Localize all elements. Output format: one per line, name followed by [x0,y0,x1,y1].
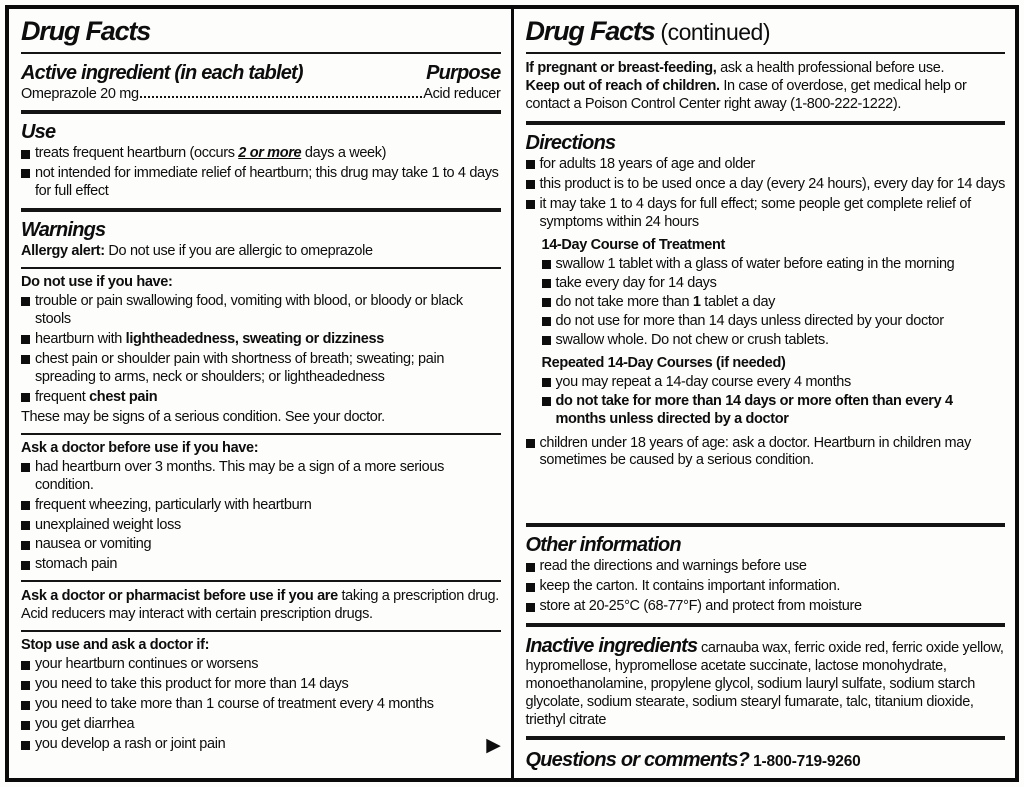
questions-heading: Questions or comments? [525,749,750,771]
inactive-ingredients-heading: Inactive ingredients [525,635,698,658]
ask-bullet-3: unexplained weight loss [35,516,181,533]
list-item [21,389,501,407]
divider [21,52,501,54]
divider [526,736,1006,740]
stop-bullet-4: you get diarrhea [35,716,135,733]
ask-bullet-5: stomach pain [35,556,118,573]
list-item [21,517,501,535]
bullet-icon [21,701,30,710]
list-item [21,696,501,714]
other-bullet-1: read the directions and warnings before use [539,558,807,575]
bullet-icon [21,561,30,570]
bullet-icon [21,463,30,472]
directions-bullet-1: for adults 18 years of age and older [539,155,756,172]
divider [21,267,501,269]
directions-bullet-3: it may take 1 to 4 days for full effect; some people get complete relief of symptoms within 24 hours [539,195,971,230]
bullet-icon [542,336,551,345]
other-bullet-3: store at 20-25°C (68-77°F) and protect from moisture [539,598,862,615]
active-ingredient-header [21,61,501,85]
list-item [526,196,1006,232]
list-item [21,145,501,163]
divider [21,630,501,632]
list-item [21,556,501,574]
left-column [9,9,511,778]
list-item [21,351,501,387]
course-bullet-5: swallow whole. Do not chew or crush tablets. [555,331,829,348]
dnu-bullet-2: heartburn with lightheadedness, sweating or dizziness [35,330,384,347]
bullet-icon [542,317,551,326]
divider [526,121,1006,125]
ask-bullet-1: had heartburn over 3 months. This may be a sign of a more serious condition. [35,458,444,493]
ask-doctor-heading: Ask a doctor before use if you have: [21,439,259,456]
bullet-icon [21,521,30,530]
ask-bullet-2: frequent wheezing, particularly with heartburn [35,496,312,513]
list-item [526,598,1006,616]
use-bullet-1: treats frequent heartburn (occurs 2 or more days a week) [35,145,387,162]
bullet-icon [526,583,535,592]
directions-heading: Directions [525,131,616,154]
bullet-icon [542,260,551,269]
active-ingredient-heading: Active ingredient (in each tablet) [21,62,303,85]
inactive-ingredients-list: carnauba wax, ferric oxide red, ferric oxide yellow, hypromellose, hypromellose acetate succinate, lactose monohydrate, monoethanolamine, propylene glycol, sodium lauryl sulfate, sodium starch glycolate, sodium stearate, sodium stearyl fumarate, talc, titanium dioxide, triethyl citrate [525,640,1004,729]
divider [21,208,501,212]
bullet-icon [542,378,551,387]
list-item [21,459,501,495]
list-item [21,331,501,349]
purpose-heading: Purpose [426,62,501,85]
list-item [542,294,1006,312]
divider [526,52,1006,54]
course-of-treatment-block [542,237,1006,430]
inactive-ingredients [526,634,1006,730]
dnu-bullet-1: trouble or pain swallowing food, vomiting with blood, or bloody or black stools [35,292,463,327]
bullet-icon [526,180,535,189]
stop-bullet-2: you need to take this product for more than 14 days [35,676,349,693]
list-item [21,165,501,201]
list-item [526,558,1006,576]
dnu-bullet-3: chest pain or shoulder pain with shortness of breath; sweating; pain spreading to arms, neck or shoulders; or lightheadedness [35,350,445,385]
divider [21,110,501,114]
list-item [21,676,501,694]
use-bullet-2: not intended for immediate relief of heartburn; this drug may take 1 to 4 days for full effect [35,164,499,199]
divider [21,580,501,582]
list-item [21,716,501,734]
stop-bullet-5: you develop a rash or joint pain [35,736,226,753]
stop-use-heading: Stop use and ask a doctor if: [21,637,210,654]
list-item [542,332,1006,350]
right-column [511,9,1016,778]
bullet-icon [542,279,551,288]
use-heading: Use [21,121,56,144]
list-item [526,435,1006,471]
bullet-icon [21,169,30,178]
bullet-icon [21,681,30,690]
bullet-icon [21,501,30,510]
bullet-icon [21,297,30,306]
list-item [21,736,501,755]
repeat-bullet-1: you may repeat a 14-day course every 4 months [555,373,851,390]
stop-bullet-3: you need to take more than 1 course of treatment every 4 months [35,696,434,713]
bullet-icon [21,741,30,750]
active-ingredient-row [21,85,501,104]
divider [21,433,501,435]
ingredient-name: Omeprazole 20 mg [21,86,139,103]
questions-row [526,748,1006,772]
dnu-bullet-4: frequent chest pain [35,388,158,405]
bullet-icon [21,355,30,364]
list-item [526,578,1006,596]
bullet-icon [21,721,30,730]
bullet-icon [21,150,30,159]
bullet-icon [21,661,30,670]
page-title-continued: Drug Facts (continued) [525,16,770,46]
course-bullet-4: do not use for more than 14 days unless directed by your doctor [555,312,944,329]
list-item [526,176,1006,194]
warnings-heading: Warnings [21,218,106,241]
repeat-bullet-2: do not take for more than 14 days or more often than every 4 months unless directed by a doctor [555,392,953,427]
spacer [526,471,1006,517]
bullet-icon [21,393,30,402]
pharmacist-note: Ask a doctor or pharmacist before use if you are taking a prescription drug. Acid reducers may interact with certain prescription drugs. [21,588,499,623]
list-item [21,293,501,329]
bullet-icon [526,603,535,612]
list-item [21,497,501,515]
divider [526,623,1006,627]
list-item [21,536,501,554]
repeated-courses-heading: Repeated 14-Day Courses (if needed) [541,354,786,371]
other-bullet-2: keep the carton. It contains important information. [539,578,841,595]
drug-facts-label [5,5,1019,782]
bullet-icon [21,541,30,550]
pregnant-warning: If pregnant or breast-feeding, ask a health professional before use. Keep out of reach of children. In case of overdose, get medical help or contact a Poison Control Center right away (1-800-222-1222). [525,60,967,112]
bullet-icon [526,200,535,209]
allergy-alert: Allergy alert: Do not use if you are allergic to omeprazole [21,242,373,259]
purpose-value: Acid reducer [423,86,501,103]
list-item [542,275,1006,293]
divider [526,523,1006,527]
bullet-icon [526,563,535,572]
list-item [526,156,1006,174]
list-item [542,374,1006,392]
stop-bullet-1: your heartburn continues or worsens [35,656,259,673]
bullet-icon [542,298,551,307]
course-bullet-2: take every day for 14 days [555,274,717,291]
bullet-icon [21,335,30,344]
ask-bullet-4: nausea or vomiting [35,536,152,553]
page-title: Drug Facts [21,16,151,46]
children-bullet: children under 18 years of age: ask a doctor. Heartburn in children may sometimes be caused by a serious condition. [539,434,971,469]
dotted-leader [140,85,423,98]
do-not-use-heading: Do not use if you have: [21,273,173,290]
list-item [542,256,1006,274]
list-item [542,313,1006,331]
course-heading: 14-Day Course of Treatment [541,236,725,253]
course-bullet-1: swallow 1 tablet with a glass of water before eating in the morning [555,255,955,272]
bullet-icon [542,397,551,406]
questions-phone: 1-800-719-9260 [753,753,861,770]
list-item [21,656,501,674]
spacer [526,430,1006,434]
serious-condition-note: These may be signs of a serious condition. See your doctor. [21,408,385,425]
course-bullet-3: do not take more than 1 tablet a day [555,293,776,310]
other-information-heading: Other information [525,534,681,557]
bullet-icon [526,439,535,448]
list-item [542,393,1006,429]
continue-arrow-icon: ▶ [486,735,501,757]
bullet-icon [526,160,535,169]
directions-bullet-2: this product is to be used once a day (every 24 hours), every day for 14 days [539,175,1006,192]
